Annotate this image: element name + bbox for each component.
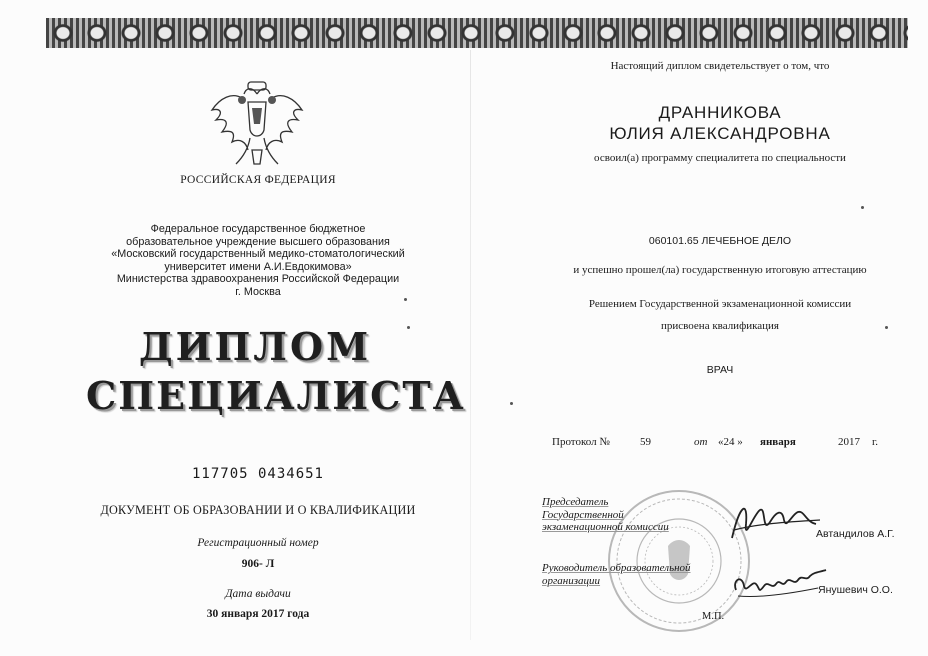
qualification: ВРАЧ (706, 364, 734, 376)
protocol-label: Протокол № (552, 436, 610, 448)
protocol-from: от (694, 436, 708, 448)
protocol-year: 2017 (838, 436, 860, 448)
institution-line: образовательное учреждение высшего образования (126, 235, 390, 248)
serial-number: 117705 0434651 (191, 466, 324, 482)
chair-signature-icon (726, 494, 822, 550)
institution-line: Федеральное государственное бюджетное (150, 223, 366, 235)
head-name: Янушевич О.О. (818, 584, 893, 596)
diploma-subtitle: СПЕЦИАЛИСТА (86, 373, 466, 418)
head-label-line: организации (542, 574, 601, 587)
chair-label-line: Государственной (542, 508, 624, 521)
holder-given-names: ЮЛИЯ АЛЕКСАНДРОВНА (609, 124, 831, 143)
assigned-text: присвоена квалификация (661, 320, 779, 332)
protocol-number: 59 (640, 436, 651, 448)
chair-label (542, 496, 712, 534)
page-fold (470, 50, 471, 640)
coat-of-arms-icon (202, 80, 312, 170)
protocol-year-suffix: г. (872, 436, 879, 448)
paper-speck (885, 326, 888, 329)
country-label: РОССИЙСКАЯ ФЕДЕРАЦИЯ (180, 174, 336, 186)
specialty: 060101.65 ЛЕЧЕБНОЕ ДЕЛО (648, 235, 792, 247)
chair-name: Автандилов А.Г. (816, 528, 895, 540)
institution-line: университет имени А.И.Евдокимова» (164, 260, 352, 273)
document-type: ДОКУМЕНТ ОБ ОБРАЗОВАНИИ И О КВАЛИФИКАЦИИ (100, 503, 416, 517)
diploma-title: ДИПЛОМ (138, 324, 372, 369)
institution-block (78, 223, 438, 299)
holder-surname: ДРАННИКОВА (658, 103, 782, 122)
paper-speck (404, 298, 407, 301)
head-label-line: Руководитель образовательной (542, 562, 691, 574)
attestation-text: и успешно прошел(ла) государственную итоговую аттестацию (573, 264, 867, 276)
issue-date: 30 января 2017 года (206, 608, 310, 620)
paper-speck (407, 326, 410, 329)
institution-line: Министерства здравоохранения Российской Федерации (116, 273, 400, 286)
paper-speck (861, 206, 864, 209)
institution-line: г. Москва (235, 285, 281, 298)
institution-line: «Московский государственный медико-стоматологический (111, 248, 405, 261)
issue-date-label: Дата выдачи (225, 588, 291, 600)
intro-text: Настоящий диплом свидетельствует о том, что (610, 60, 830, 72)
decision-text: Решением Государственной экзаменационной комиссии (588, 298, 852, 310)
registration-number: 906- Л (241, 558, 275, 570)
protocol-month: января (760, 436, 796, 448)
ornamental-border (46, 18, 908, 48)
head-label (542, 562, 722, 587)
registration-label: Регистрационный номер (197, 537, 319, 549)
chair-label-line: Председатель (542, 496, 609, 508)
paper-speck (510, 402, 513, 405)
seal-place: М.П. (702, 611, 725, 622)
ornament-pattern (46, 18, 908, 48)
chair-label-line: экзаменационной комиссии (542, 521, 669, 533)
protocol-day: «24 » (718, 436, 743, 448)
head-signature-icon (728, 564, 832, 606)
mastered-text: освоил(а) программу специалитета по специальности (594, 152, 846, 164)
